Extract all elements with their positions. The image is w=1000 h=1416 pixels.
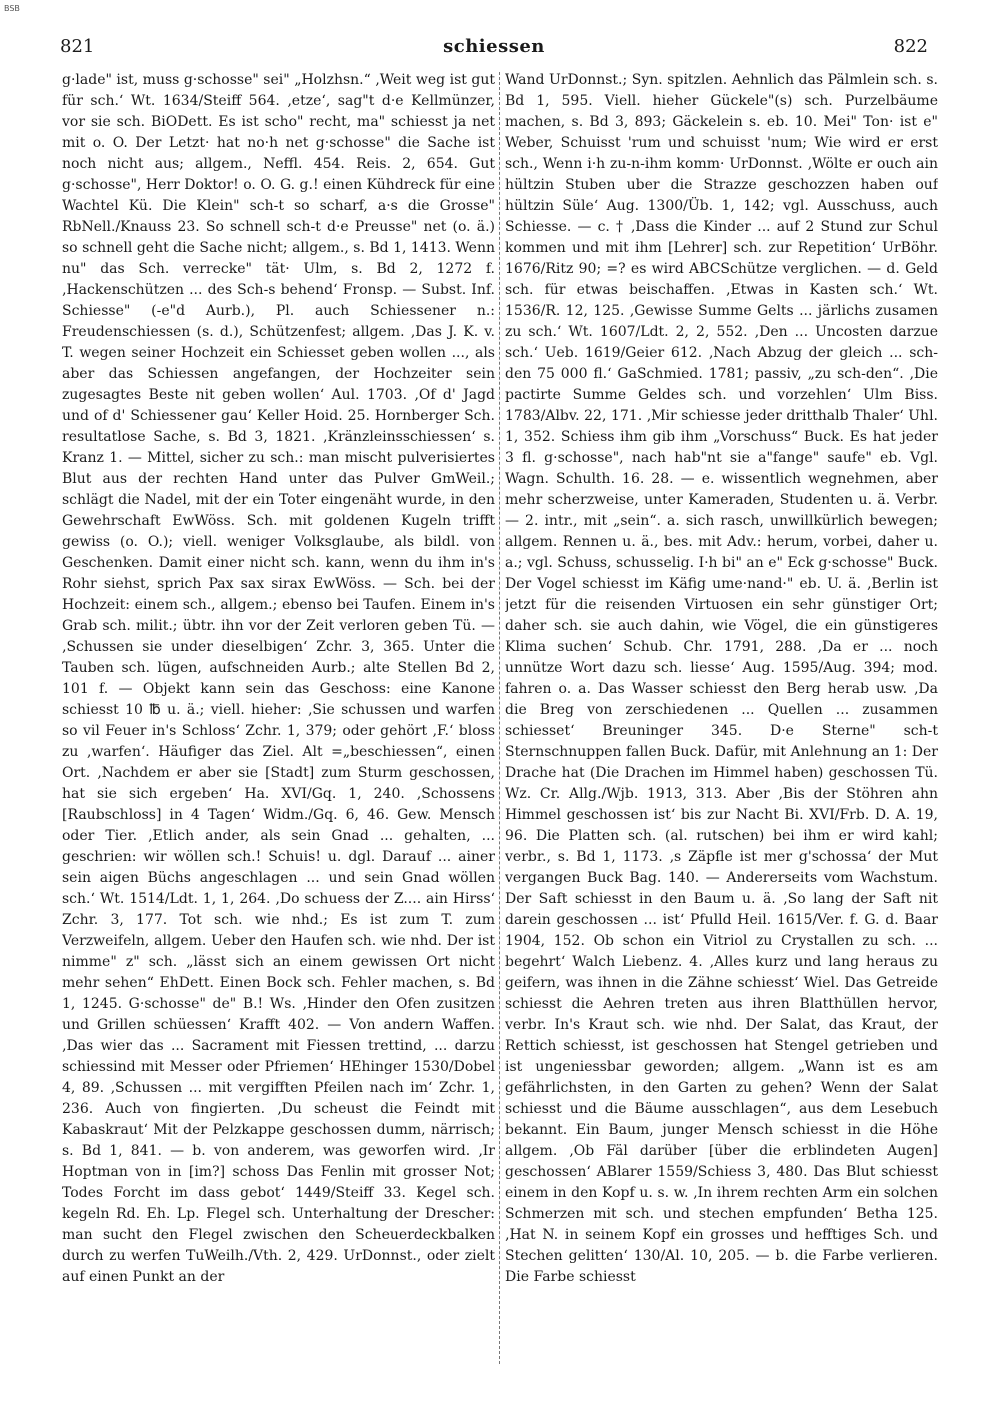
column-divider: [499, 72, 500, 1364]
library-stamp: BSB: [4, 4, 20, 13]
page-header: [60, 36, 928, 64]
column-text: g·lade" ist, muss g·schosse" sei" „Holzhsn.“ ‚Weit weg ist gut für sch.‘ Wt. 1634/Steiff 564. ‚etze‘, sag"t d·e Kellmünzer, vor sie sch. BiODett. Es ist scho" recht, ma" schiesst ja net mit o. O. Der Letzt· hat no·h net g·schosse" die Sache ist noch nicht aus; allgem., Neffl. 454. Reis. 2, 654. Gut g·schosse", Herr Doktor! o. O. G. g.! einen Kühdreck für eine Wachtel Kü. Die Klein" sch-t so scharf, a·s die Grosse" RbNell./Knauss 23. So schnell sch-t d·e Preusse" net (o. ä.) so schnell geht die Sache nicht; allgem., s. Bd 1, 1413. Wenn nu" das Sch. verrecke" tät· Ulm, s. Bd 2, 1272 f. ‚Hackenschützen ... des Sch-s behend‘ Fronsp. — Subst. Inf. Schiesse" (-e"d Aurb.), Pl. auch Schiessener n.: Freudenschiessen (s. d.), Schützenfest; allgem. ‚Das J. K. v. T. wegen seiner Hochzeit ein Schiesset geben wollen ..., als aber das Schiessen angefangen, der Hochzeiter sein zugesagtes Beste nit geben wollen‘ Aul. 1703. ‚Of d' Jagd und of d' Schiessener gau‘ Keller Hoid. 25. Hornberger Sch. resultatlose Sache, s. Bd 3, 1821. ‚Kränzleinsschiessen‘ s. Kranz 1. — Mittel, sicher zu sch.: man mischt pulverisiertes Blut aus der rechten Hand unter das Pulver GmWeil.; schlägt die Nadel, mit der ein Toter eingenäht wurde, in den Gewehrschaft EwWöss. Sch. mit goldenen Kugeln trifft gewiss (o. O.); viell. weniger Volksglaube, als bildl. von Geschenken. Damit einer nicht sch. kann, wenn du ihm in's Rohr siehst, sprich Pax sax sirax EwWöss. — Sch. bei der Hochzeit: einem sch., allgem.; ebenso bei Taufen. Einem in's Grab sch. milit.; übtr. ihn vor der Zeit verloren geben Tü. — ‚Schussen sie under dieselbigen‘ Zchr. 3, 365. Unter die Tauben sch. lügen, aufschneiden Aurb.; alte Stellen Bd 2, 101 f. — Objekt kann sein das Geschoss: eine Kanone schiesst 10 ℔ u. ä.; viell. hieher: ‚Sie schussen und warfen so vil Feuer in's Schloss‘ Zchr. 1, 379; oder gehört ‚F.‘ bloss zu ‚warfen‘. Häufiger das Ziel. Alt =„beschiessen“, einen Ort. ‚Nachdem er aber sie [Stadt] zum Sturm geschossen, hat sie sich ergeben‘ Ha. XVI/Gq. 1, 240. ‚Schossens [Raubschloss] in 4 Tagen‘ Widm./Gq. 6, 46. Gew. Mensch oder Tier. ‚Etlich ander, als sein Gnad ... gehalten, ... geschrien: wir wöllen sch.! Schuis! u. dgl. Darauf ... ainer sein aigen Büchs angeschlagen ... und sein Gnad wöllen sch.‘ Wt. 1514/Ldt. 1, 1, 264. ‚Do schuess der Z.... ain Hirss‘ Zchr. 3, 177. Tot sch. wie nhd.; Es ist zum T. zum Verzweifeln, allgem. Ueber den Haufen sch. wie nhd. Der ist nimme" z" sch. „lässt sich an einem gewissen Ort nicht mehr sehen“ EhDett. Einen Bock sch. Fehler machen, s. Bd 1, 1245. G·schosse" de" B.! Ws. ‚Hinder den Ofen zusitzen und Grillen schüessen‘ Krafft 402. — Von andern Waffen. ‚Das wier das ... Sacrament mit Fiessen trettind, ... darzu schiessind mit Messer oder Pfriemen‘ HEhinger 1530/Dobel 4, 89. ‚Schussen ... mit vergifften Pfeilen nach im‘ Zchr. 1, 236. Auch von fingierten. ‚Du scheust die Feindt mit Kabaskraut‘ Mit der Pelzkappe geschossen dumm, närrisch; s. Bd 1, 841. — b. von anderem, was geworfen wird. ‚Ir Hoptman von in [im?] schoss Das Fenlin mit grosser Not; Todes Forcht im dass gebot‘ 1449/Steiff 33. Kegel sch. kegeln Rd. Eh. Lp. Flegel sch. Unterhaltung der Drescher: man sucht den Flegel zwischen den Scheuerdeckbalken durch zu werfen TuWeilh./Vth. 2, 429. UrDonnst., oder zielt auf einen Punkt an der: [62, 72, 495, 1285]
column-text: Wand UrDonnst.; Syn. spitzlen. Aehnlich das Pälmlein sch. s. Bd 1, 595. Viell. hieher Gückele"(s) sch. Purzelbäume machen, s. Bd 3, 893; Gäckelein s. eb. 10. Mei" Ton· ist e" Weber, Schuisst 'rum und schuisst 'num; Wie wird er erst sch., Wenn i·h zu-n-ihm komm· UrDonnst. ‚Wölte er ouch ain hültzin Stuben uber die Strazze geschozzen haben ouf hültzin Süle‘ Aug. 1300/Üb. 1, 142; vgl. Ausschuss, auch Schiesse. — c. † ‚Dass die Kinder ... auf 2 Stund zur Schul kommen und mit ihm [Lehrer] sch. zur Repetition‘ UrBöhr. 1676/Ritz 90; =? es wird ABCSchütze verglichen. — d. Geld sch. für etwas beischaffen. ‚Etwas in Kasten sch.‘ Wt. 1536/R. 12, 125. ‚Gewisse Summe Gelts ... järlichs zusamen zu sch.‘ Wt. 1607/Ldt. 2, 2, 552. ‚Den ... Uncosten darzue sch.‘ Ueb. 1619/Geier 612. ‚Nach Abzug der gleich ... sch-den 75 000 fl.‘ GaSchmied. 1781; passiv, „zu sch-den“. ‚Die pactirte Summe Geldes sch. und vorzehlen‘ Ulm Biss. 1783/Albv. 22, 171. ‚Mir schiesse jeder dritthalb Thaler‘ Uhl. 1, 352. Schiess ihm gib ihm „Vorschuss“ Buck. Es hat jeder 3 fl. g·schosse", nach hab"nt sie a"fange" saufe" eb. Vgl. Wagn. Schulth. 16. 28. — e. wissentlich wegnehmen, aber mehr scherzweise, unter Kameraden, Studenten u. ä. Verbr. — 2. intr., mit „sein“. a. sich rasch, unwillkürlich bewegen; allgem. Rennen u. ä., bes. mit Adv.: herum, vorbei, daher u. a.; vgl. Schuss, schusselig. I·h bi" an e" Eck g·schosse" Buck. Der Vogel schiesst im Käfig ume·nand·" eb. U. ä. ‚Berlin ist jetzt für die reisenden Virtuosen ein sehr günstiger Ort; daher sch. sie auch dahin, wie Vögel, die ein günstigeres Klima suchen‘ Schub. Chr. 1791, 288. ‚Da er ... noch unnütze Wort dazu sch. liesse‘ Aug. 1595/Aug. 394; mod. fahren o. a. Das Wasser schiesst den Berg herab usw. ‚Da die Breg von zerschiedenen ... Quellen ... zusammen schiesset‘ Breuninger 345. D·e Sterne" sch-t Sternschnuppen fallen Buck. Dafür, mit Anlehnung an 1: Der Drache hat (Die Drachen im Himmel haben) geschossen Tü. Wz. Cr. Allg./Wjb. 1913, 313. Aber ‚Bis der Stöhren ahn Himmel geschossen ist‘ bis zur Nacht Bi. XVI/Frb. D. A. 19, 96. Die Platten sch. (al. rutschen) bei ihm er wird kahl; verbr., s. Bd 1, 1173. ‚s Zäpfle ist mer g'schossa‘ der Mut vergangen Buck Bag. 140. — Andererseits vom Wachstum. Der Saft schiesst in den Baum u. ä. ‚So lang der Saft nit darein geschossen ... ist‘ Pfulld Heil. 1615/Ver. f. G. d. Baar 1904, 152. Ob schon ein Vitriol zu Crystallen zu sch. ... begehrt‘ Walch Liebenz. 4. ‚Alles kurz und lang heraus zu geifern, was ihnen in die Zähne schiesst‘ Wiel. Das Getreide schiesst die Aehren treten aus ihren Blatthüllen hervor, verbr. In's Kraut sch. wie nhd. Der Salat, das Kraut, der Rettich schiesst, ist geschossen hat Stengel getrieben und ist ungeniessbar geworden; allgem. „Wann ist es am gefährlichsten, in den Garten zu gehen? Wenn der Salat schiesst und die Bäume ausschlagen“, aus dem Lesebuch bekannt. Ein Baum, junger Mensch schiesst in die Höhe allgem. ‚Ob Fäl darüber [über die erblindeten Augen] geschossen‘ ABlarer 1559/Schiess 3, 480. Das Blut schiesst einem in den Kopf u. s. w. ‚In ihrem rechten Arm ein solchen Schmerzen mit sch. und stechen empfunden‘ Betha 125. ‚Hat N. in seinem Kopf ein grosses und hefftiges Sch. und Stechen gelitten‘ 130/Al. 10, 205. — b. die Farbe verlieren. Die Farbe schiesst: [505, 72, 938, 1285]
page-number-right: 822: [893, 36, 928, 57]
page-number-left: 821: [60, 36, 95, 57]
running-headword: schiessen: [443, 36, 545, 57]
text-column-left: [62, 70, 495, 1370]
text-column-right: [505, 70, 938, 1370]
